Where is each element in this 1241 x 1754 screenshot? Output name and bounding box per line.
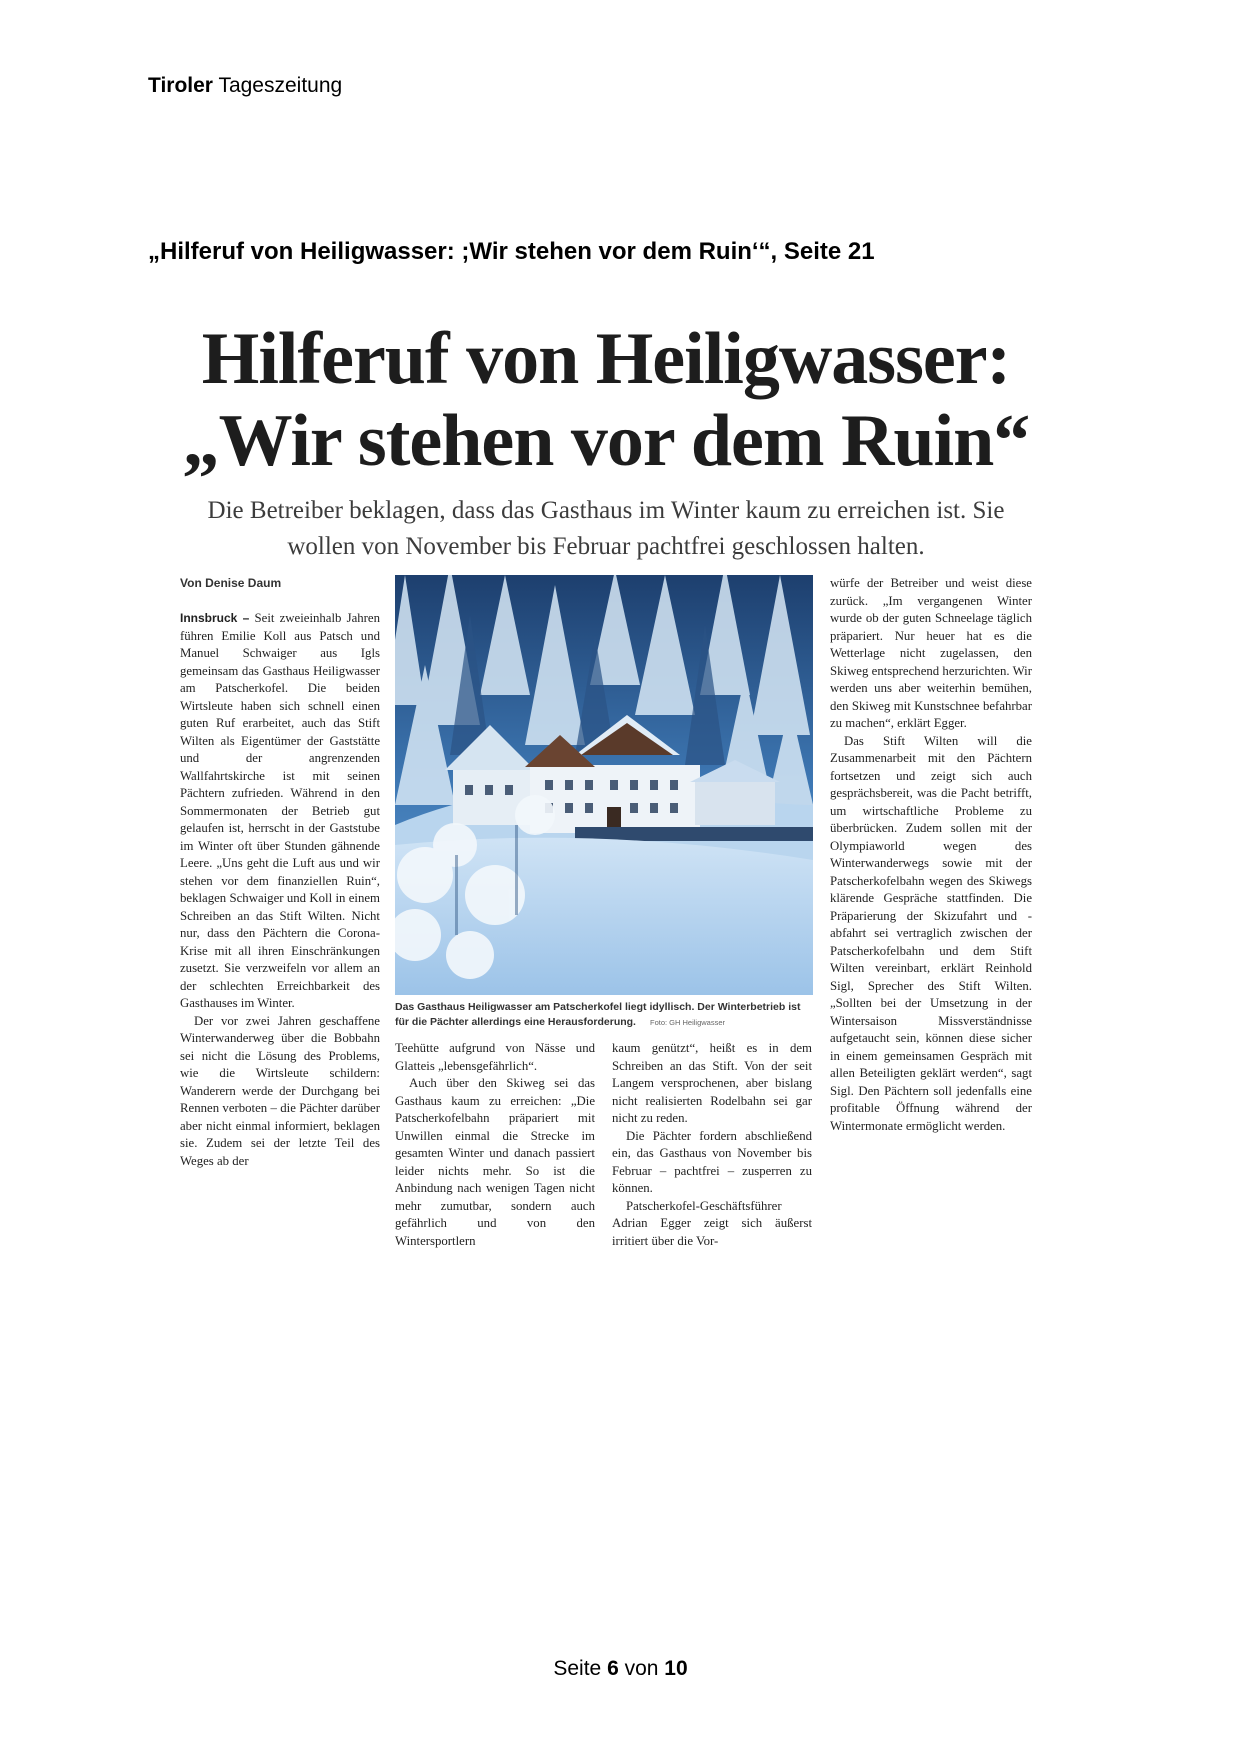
paragraph: Die Pächter fordern abschließend ein, das Gasthaus von November bis Februar – pachtfrei – zusperren zu können. [612,1128,812,1195]
total-pages: 10 [664,1657,688,1680]
gasthaus-photo [395,575,813,995]
footer-middle: von [624,1657,659,1680]
newspaper-clipping [170,300,1042,1310]
article-column-2 [395,1040,595,1250]
paragraph [180,610,380,1013]
article-column-3 [612,1040,812,1250]
article-reference: „Hilferuf von Heiligwasser: ;Wir stehen vor dem Ruin‘“, Seite 21 [148,238,875,265]
paragraph: kaum genützt“, heißt es in dem Schreiben an das Stift. Von der seit Langem versprochenen, aber bislang nicht realisierten Rodelbahn sei gar nicht zu reden. [612,1041,812,1125]
paragraph-text: Seit zweieinhalb Jahren führen Emilie Koll aus Patsch und Manuel Schwaiger aus Igls gemeinsam das Gasthaus Heiligwasser am Patscherkofel. Die beiden Wirtsleute haben sich schnell einen guten Ruf erarbeitet, auch das Stift Wilten als Eigentümer der Gaststätte und der angrenzenden Wallfahrtskirche ist mit seinen Pächtern zufrieden. Während in den Sommermonaten der Betrieb gut gelaufen ist, herrscht in der Gaststube im Winter oft über Stunden gähnende Leere. „Uns geht die Luft aus und wir stehen vor dem finanziellen Ruin“, beklagen Schwaiger und Koll in einem Schreiben an das Stift Wilten. Nicht nur, dass den Pächtern die Corona-Krise mit all ihren Einschränkungen zusetzt. Sie verzweifeln vor allem an der schlechten Erreichbarkeit des Gasthauses im Winter. [180,611,381,1010]
article-column-4 [830,575,1032,1135]
caption-text: Das Gasthaus Heiligwasser am Patscherkofel liegt idyllisch. Der Winterbetrieb ist für die Pächter allerdings eine Herausforderung. [395,1001,801,1028]
photo-credit: Foto: GH Heiligwasser [649,1018,726,1027]
paragraph: Das Stift Wilten will die Zusammenarbeit mit den Pächtern fortsetzen und zeigt sich auch gesprächsbereit, was die Pacht betrifft, um wirtschaftliche Probleme zu überbrücken. Zudem sollen mit der Olympiaworld wegen des Winterwanderwegs sowie mit der Patscherkofelbahn wegen des Skiwegs klärende Gespräche stattfinden. Die Präparierung der Skizufahrt und -abfahrt sei vertraglich zwischen der Patscherkofelbahn und dem Stift Wilten vereinbart, erklärt Reinhold Sigl, Sprecher des Stift Wilten. „Sollten bei der Umsetzung in der Wintersaison Missverständnisse aufgetaucht sein, können diese sicher in einem gemeinsamen Gespräch mit allen Beteiligten geklärt werden“, sagt Sigl. Den Pächtern soll jedenfalls eine profitable Öffnung während der Wintermonate ermöglicht werden. [830,733,1032,1133]
headline-line-2: „Wir stehen vor dem Ruin“ [182,400,1030,482]
paragraph: würfe der Betreiber und weist diese zurück. „Im vergangenen Winter wurde ob der guten Schneelage täglich präpariert. Nur heuer hat es die Wetterlage nicht zugelassen, den Skiweg entsprechend herzurichten. Wir werden uns aber weiterhin bemühen, den Skiweg mit Kunstschnee befahrbar zu machen“, erklärt Egger. [830,576,1032,730]
article-column-1 [180,610,380,1170]
headline [170,318,1042,482]
subheadline: Die Betreiber beklagen, dass das Gasthaus im Winter kaum zu erreichen ist. Sie wollen von November bis Februar pachtfrei geschlossen halten. [207,497,1005,560]
headline-line-1: Hilferuf von Heiligwasser: [201,318,1011,400]
brand-bold: Tiroler [148,74,213,97]
dateline: Innsbruck – [180,611,250,625]
paragraph: Der vor zwei Jahren geschaffene Winterwanderweg über die Bobbahn sei nicht die Lösung des Problems, wie die Wirtsleute schildern: Wanderern werde der Durchgang bei Rennen verboten – die Pächter darüber aber nicht einmal informiert, beklagen sie. Zudem sei der letzte Teil des Weges ab der [180,1013,380,1168]
paragraph: Auch über den Skiweg sei das Gasthaus kaum zu erreichen: „Die Patscherkofelbahn präpariert mit Unwillen einmal die Strecke im gesamten Winter und danach passiert leider nichts mehr. So ist die Anbindung nach wenigen Tagen nicht mehr zumutbar, sondern auch gefährlich und von den Wintersportlern [395,1076,595,1248]
paragraph: Patscherkofel-Geschäftsführer Adrian Egger zeigt sich äußerst irritiert über die Vor- [612,1198,812,1248]
photo-caption [395,1000,813,1030]
newspaper-header [148,74,342,98]
paragraph: Teehütte aufgrund von Nässe und Glatteis „lebensgefährlich“. [395,1041,595,1073]
brand-rest: Tageszeitung [218,74,343,97]
page-footer [0,1657,1241,1681]
current-page: 6 [607,1657,619,1680]
byline: Von Denise Daum [180,576,282,590]
footer-prefix: Seite [553,1657,602,1680]
